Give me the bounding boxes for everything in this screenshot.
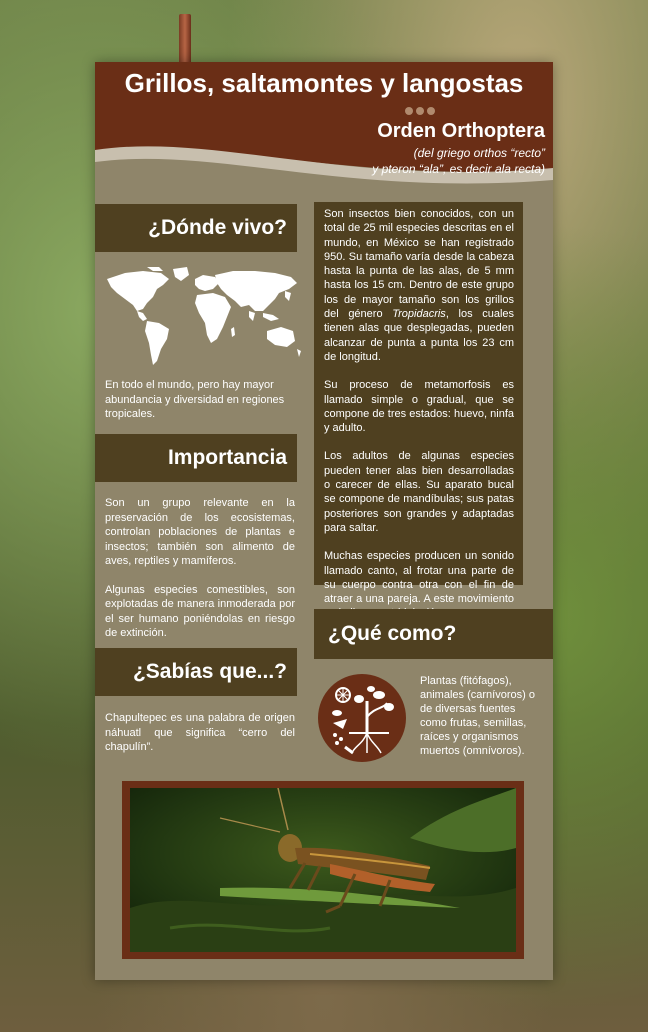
food-heading — [314, 609, 553, 659]
description-p1-start: Son insectos bien conocidos, con un total de 25 mil especies descritas en el mundo, en México se han registrado 950. Su tamaño varía desde la cabeza hasta la punta de las alas, de 5 mm hasta los 15 cm. Dentro de este grupo los de mayor tamaño son los grillos del género — [324, 208, 514, 321]
grasshopper-photo — [130, 788, 516, 952]
description-paragraph-2: Su proceso de metamorfosis es llamado simple o gradual, que se compone de tres estados: huevo, ninfa y adulto. — [324, 379, 514, 435]
description-column — [314, 202, 523, 606]
wooden-stake — [179, 14, 191, 64]
page-title: Grillos, saltamontes y langostas — [124, 68, 524, 98]
photo-frame — [122, 781, 524, 959]
world-map-icon — [103, 265, 303, 373]
description-paragraph-3: Los adultos de algunas especies pueden tener alas bien desarrolladas o carecer de ellas. Su aparato bucal se compone de mandíbulas; sus patas posteriores son grandes y adaptadas para saltar. — [324, 450, 514, 534]
where-text: En todo el mundo, pero hay mayor abundancia y diversidad en regiones tropicales. — [105, 379, 285, 420]
did-you-know-heading-text: ¿Sabías que...? — [132, 660, 287, 683]
importance-paragraph-2: Algunas especies comestibles, son explotadas de manera inmoderada por el ser humano poniéndolas en riesgo de extinción. — [105, 583, 295, 639]
importance-paragraph-1: Son un grupo relevante en la preservación de los ecosistemas, controlan poblaciones de plantas e insectos; también son alimento de aves, reptiles y mamíferos. — [105, 497, 295, 567]
order-etymology — [305, 145, 553, 177]
where-heading — [95, 204, 297, 252]
did-you-know-text: Chapultepec es una palabra de origen náhuatl que significa “cerro del chapulín”. — [105, 712, 295, 753]
description-paragraph-4: Muchas especies producen un sonido llamado canto, al frotar una parte de su cuerpo contra otra con el fin de atraer a una pareja. A este movimiento — [324, 550, 514, 606]
importance-heading — [95, 434, 297, 482]
food-text: Plantas (fitófagos), animales (carnívoros) o de diversas fuentes como frutas, semillas, raíces y organismos muertos (omnívoros). — [420, 675, 535, 757]
etymology-line-1: (del griego orthos “recto” — [413, 146, 545, 160]
description-p1-end: , los cuales tienen alas que desplegadas, pueden alcanzar de punta a punta los 23 cm de longitud. — [324, 308, 515, 363]
genus-name: Tropidacris — [392, 308, 446, 321]
description-paragraph-1 — [324, 207, 514, 364]
where-heading-text: ¿Dónde vivo? — [148, 216, 287, 239]
decorative-dots — [405, 107, 435, 115]
did-you-know-heading — [95, 648, 297, 696]
importance-text — [105, 496, 295, 655]
etymology-line-2: y pteron “ala”, es decir ala recta) — [372, 162, 545, 176]
order-name: Orden Orthoptera — [377, 120, 545, 142]
food-sources-icon — [317, 673, 407, 763]
info-board — [95, 62, 553, 980]
importance-heading-text: Importancia — [167, 446, 287, 469]
food-heading-text: ¿Qué como? — [328, 622, 457, 645]
